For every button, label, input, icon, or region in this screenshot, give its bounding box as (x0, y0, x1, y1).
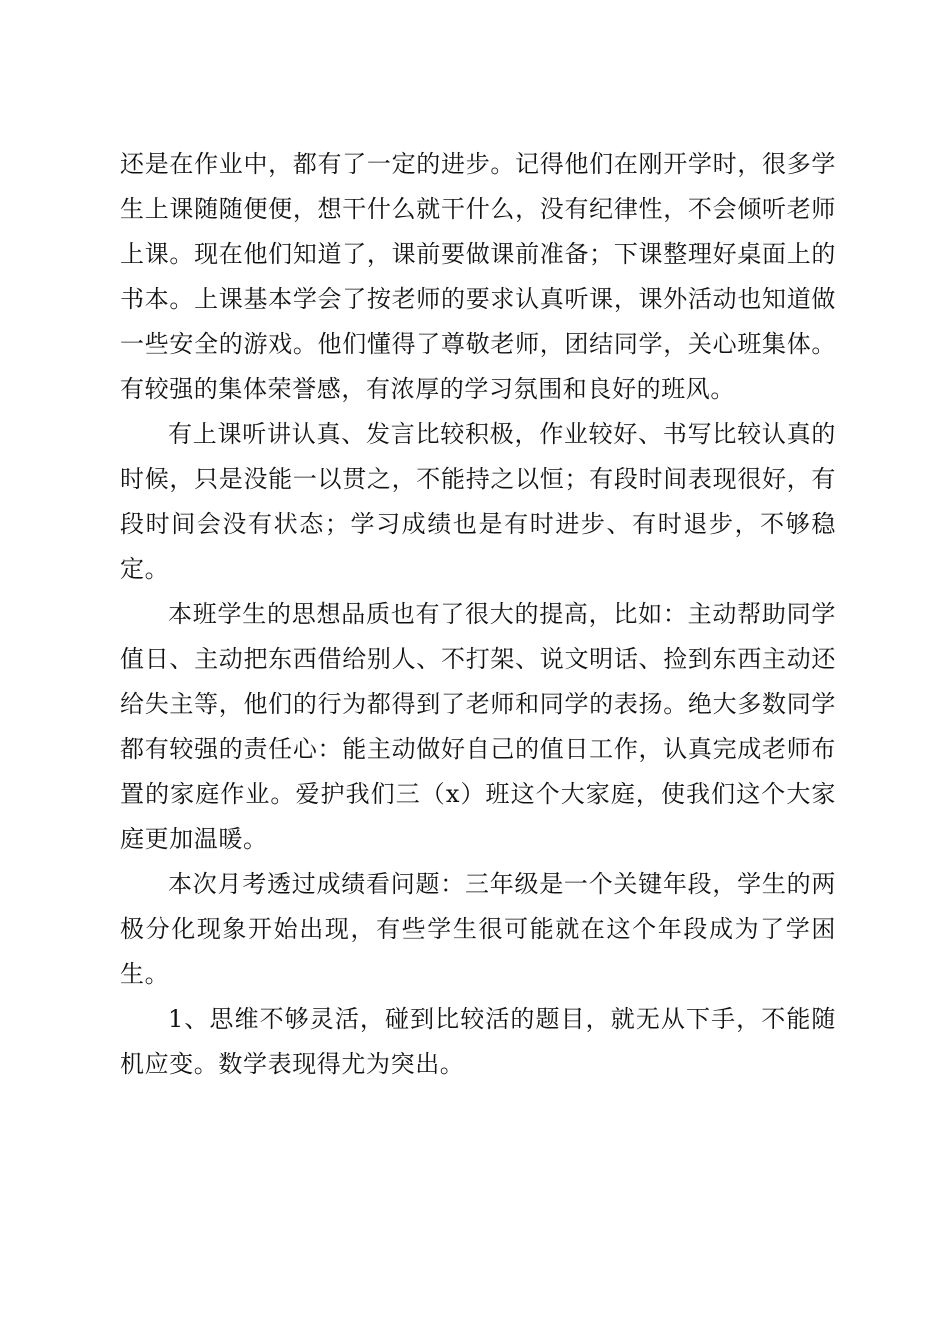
paragraph-moral-quality: 本班学生的思想品质也有了很大的提高，比如：主动帮助同学值日、主动把东西借给别人、不打架、说文明话、捡到东西主动还给失主等，他们的行为都得到了老师和同学的表扬。绝大多数同学都有较强的责任心：能主动做好自己的值日工作，认真完成老师布置的家庭作业。爱护我们三（x）班这个大家庭，使我们这个大家庭更加温暖。 (120, 600, 836, 853)
paragraph-inconsistency: 有上课听讲认真、发言比较积极，作业较好、书写比较认真的时候，只是没能一以贯之，不能持之以恒；有段时间表现很好，有段时间会没有状态；学习成绩也是有时进步、有时退步，不够稳定。 (120, 420, 836, 583)
paragraph-continued-progress: 还是在作业中，都有了一定的进步。记得他们在刚开学时，很多学生上课随随便便，想干什么就干什么，没有纪律性，不会倾听老师上课。现在他们知道了，课前要做课前准备；下课整理好桌面上的书本。上课基本学会了按老师的要求认真听课，课外活动也知道做一些安全的游戏。他们懂得了尊敬老师，团结同学，关心班集体。有较强的集体荣誉感，有浓厚的学习氛围和良好的班风。 (120, 150, 836, 403)
document-body (120, 142, 836, 1087)
paragraph-monthly-exam: 本次月考透过成绩看问题：三年级是一个关键年段，学生的两极分化现象开始出现，有些学生很可能就在这个年段成为了学困生。 (120, 870, 836, 988)
paragraph-point-1: 1、思维不够灵活，碰到比较活的题目，就无从下手，不能随机应变。数学表现得尤为突出。 (120, 1005, 836, 1078)
